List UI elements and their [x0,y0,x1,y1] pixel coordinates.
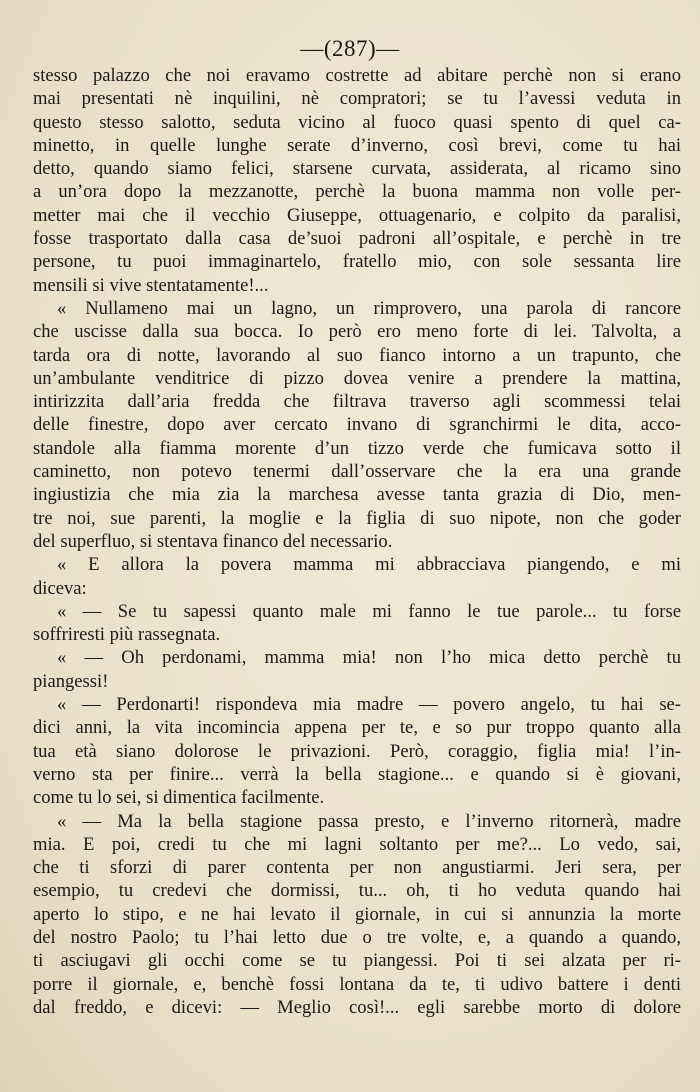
text-line: « — Oh perdonami, mamma mia! non l’ho mica detto perchè tu [57,647,681,669]
text-line: un’ambulante venditrice di pizzo dovea venire a prendere la mattina, [33,367,681,389]
text-line: stesso palazzo che noi eravamo costrette ad abitare perchè non si erano [33,65,681,86]
text-line: « E allora la povera mamma mi abbracciava piangendo, e mi [57,554,681,576]
text-line: mensili si vive stentatamente!... [33,274,269,296]
text-line: tarda ora di notte, lavorando al suo fianco intorno a un trapunto, che [33,344,681,366]
text-line: del superfluo, si stentava financo del necessario. [33,530,393,552]
text-line: « — Ma la bella stagione passa presto, e l’inverno ritornerà, madre [57,810,681,832]
text-line: aperto lo stipo, e ne hai levato il giornale, in cui si annunzia la morte [33,903,681,925]
text-line: ingiustizia che mia zia la marchesa avesse tanta grazia di Dio, men- [33,484,681,506]
text-line: piangessi! [33,670,109,692]
text-line: che uscisse dalla sua bocca. Io però ero meno forte di lei. Talvolta, a [33,321,681,343]
text-line: caminetto, non potevo tenermi dall’osservare che la era una grande [33,461,681,483]
body-text [33,64,681,1019]
text-line: metter mai che il vecchio Giuseppe, ottuagenario, e colpito da paralisi, [33,204,681,226]
text-line: delle finestre, dopo aver cercato invano di sgranchirmi le dita, acco- [33,414,681,436]
text-line: del nostro Paolo; tu l’hai letto due o tre volte, e, a quando a quando, [33,926,681,948]
text-line: intirizzita dall’aria fredda che filtrava traverso agli scommessi telai [33,391,681,413]
text-line: esempio, tu credevi che dormissi, tu... oh, ti ho veduta quando hai [33,880,681,902]
text-line: dici anni, la vita incomincia appena per te, e so pur troppo quanto alla [33,717,681,739]
text-line: che ti sforzi di parer contenta per non angustiarmi. Jeri sera, per [33,857,681,879]
page-number: —(287)— [300,36,400,61]
text-line: minetto, in quelle lunghe serate d’inverno, così brevi, come tu hai [33,134,681,156]
text-line: « — Se tu sapessi quanto male mi fanno le tue parole... tu forse [57,600,681,622]
text-line: tua età siano dolorose le privazioni. Però, coraggio, figlia mia! l’in- [33,740,681,762]
text-line: ti asciugavi gli occhi come se tu piangessi. Poi ti sei alzata per ri- [33,950,681,972]
text-line: come tu lo sei, si dimentica facilmente. [33,787,325,809]
text-line: diceva: [33,577,87,599]
text-line: questo stesso salotto, seduta vicino al fuoco quasi spento di quel ca- [33,111,681,133]
text-line: persone, tu puoi immaginartelo, fratello mio, con sole sessanta lire [33,251,681,273]
text-line: porre il giornale, e, benchè fossi lontana da te, ti udivo battere i denti [33,973,681,995]
text-line: dal freddo, e dicevi: — Meglio così!... egli sarebbe morto di dolore [33,996,681,1018]
text-line: a un’ora dopo la mezzanotte, perchè la buona mamma non volle per- [33,181,681,203]
text-line: tre noi, sue parenti, la moglie e la figlia di suo nipote, non che goder [33,507,681,529]
text-line: mai presentati nè inquilini, nè compratori; se tu l’avessi veduta in [33,88,681,110]
text-line: detto, quando siamo felici, starsene curvata, assiderata, al ricamo sino [33,158,681,180]
text-line: « Nullameno mai un lagno, un rimprovero, una parola di rancore [57,297,681,319]
text-line: soffriresti più rassegnata. [33,624,221,646]
text-line: standole alla fiamma morente d’un tizzo verde che fumicava sotto il [33,437,681,459]
text-line: fosse trasportato dalla casa de’suoi padroni all’ospitale, e perchè in tre [33,228,681,250]
text-line: « — Perdonarti! rispondeva mia madre — povero angelo, tu hai se- [57,694,681,716]
text-line: mia. E poi, credi tu che mi lagni soltanto per me?... Lo vedo, sai, [33,833,681,855]
text-line: verno sta per finire... verrà la bella stagione... e quando si è giovani, [33,763,681,785]
